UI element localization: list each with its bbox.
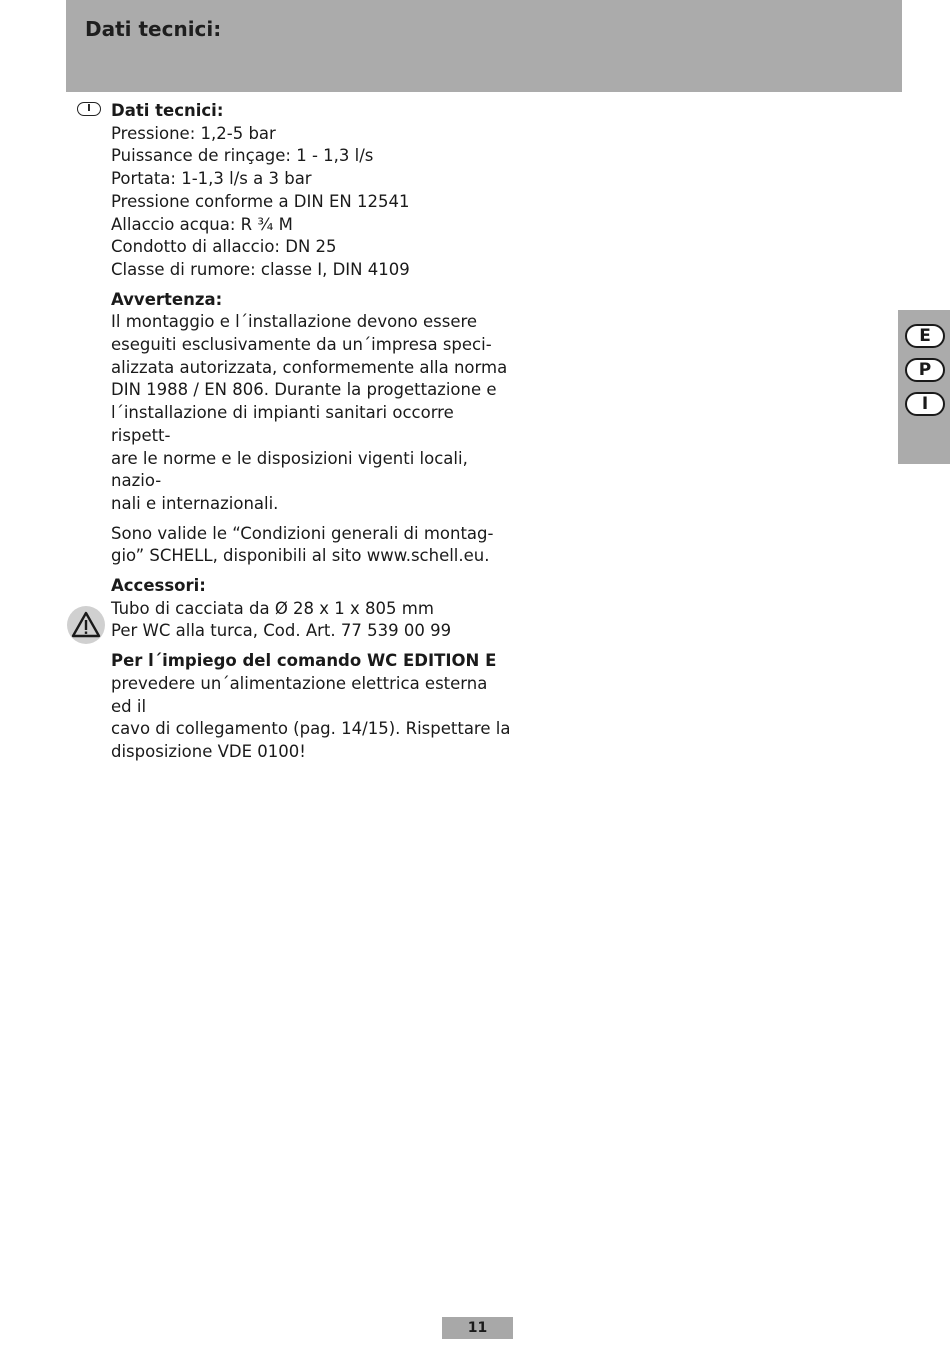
- tech-line: Pressione: 1,2-5 bar: [111, 123, 276, 143]
- warning-line: nali e internazionali.: [111, 493, 279, 513]
- language-i-icon: I: [77, 102, 101, 116]
- page-number: 11: [442, 1317, 513, 1339]
- warning-line: l´installazione di impianti sanitari occorre rispett-: [111, 403, 454, 445]
- tech-line: Portata: 1-1,3 l/s a 3 bar: [111, 169, 312, 189]
- tech-line: Allaccio acqua: R ¾ M: [111, 214, 293, 234]
- warning-heading: Avvertenza:: [111, 289, 223, 309]
- electrical-heading: Per l´impiego del comando WC EDITION E: [111, 651, 497, 671]
- electrical-line: disposizione VDE 0100!: [111, 741, 306, 761]
- language-side-tab: [898, 310, 950, 464]
- tech-line: Classe di rumore: classe I, DIN 4109: [111, 259, 410, 279]
- electrical-line: prevedere un´alimentazione elettrica esterna ed il: [111, 673, 488, 716]
- language-badge-i: I: [905, 392, 945, 416]
- electrical-line: cavo di collegamento (pag. 14/15). Rispettare la: [111, 719, 511, 739]
- language-badge-e: E: [905, 324, 945, 348]
- language-badge-p: P: [905, 358, 945, 382]
- accessories-line: Tubo di cacciata da Ø 28 x 1 x 805 mm: [111, 598, 434, 618]
- tech-line: Pressione conforme a DIN EN 12541: [111, 191, 410, 211]
- warning-line: are le norme e le disposizioni vigenti locali, nazio-: [111, 448, 468, 491]
- content-column: [111, 100, 511, 764]
- warning-line: eseguiti esclusivamente da un´impresa speci-: [111, 335, 492, 355]
- conditions-line: Sono valide le “Condizioni generali di montag-: [111, 523, 494, 543]
- warning-line: Il montaggio e l´installazione devono essere: [111, 312, 478, 332]
- tech-heading: Dati tecnici:: [111, 101, 224, 120]
- warning-triangle-icon: [67, 606, 105, 644]
- page-title: Dati tecnici:: [85, 17, 222, 41]
- accessories-line: Per WC alla turca, Cod. Art. 77 539 00 99: [111, 621, 452, 641]
- accessories-heading: Accessori:: [111, 576, 206, 596]
- conditions-line: gio” SCHELL, disponibili al sito www.schell.eu.: [111, 546, 490, 566]
- header-band: [66, 0, 902, 92]
- warning-line: alizzata autorizzata, conformemente alla norma: [111, 357, 508, 377]
- tech-line: Puissance de rinçage: 1 - 1,3 l/s: [111, 146, 374, 166]
- tech-line: Condotto di allaccio: DN 25: [111, 237, 337, 257]
- warning-line: DIN 1988 / EN 806. Durante la progettazione e: [111, 380, 497, 400]
